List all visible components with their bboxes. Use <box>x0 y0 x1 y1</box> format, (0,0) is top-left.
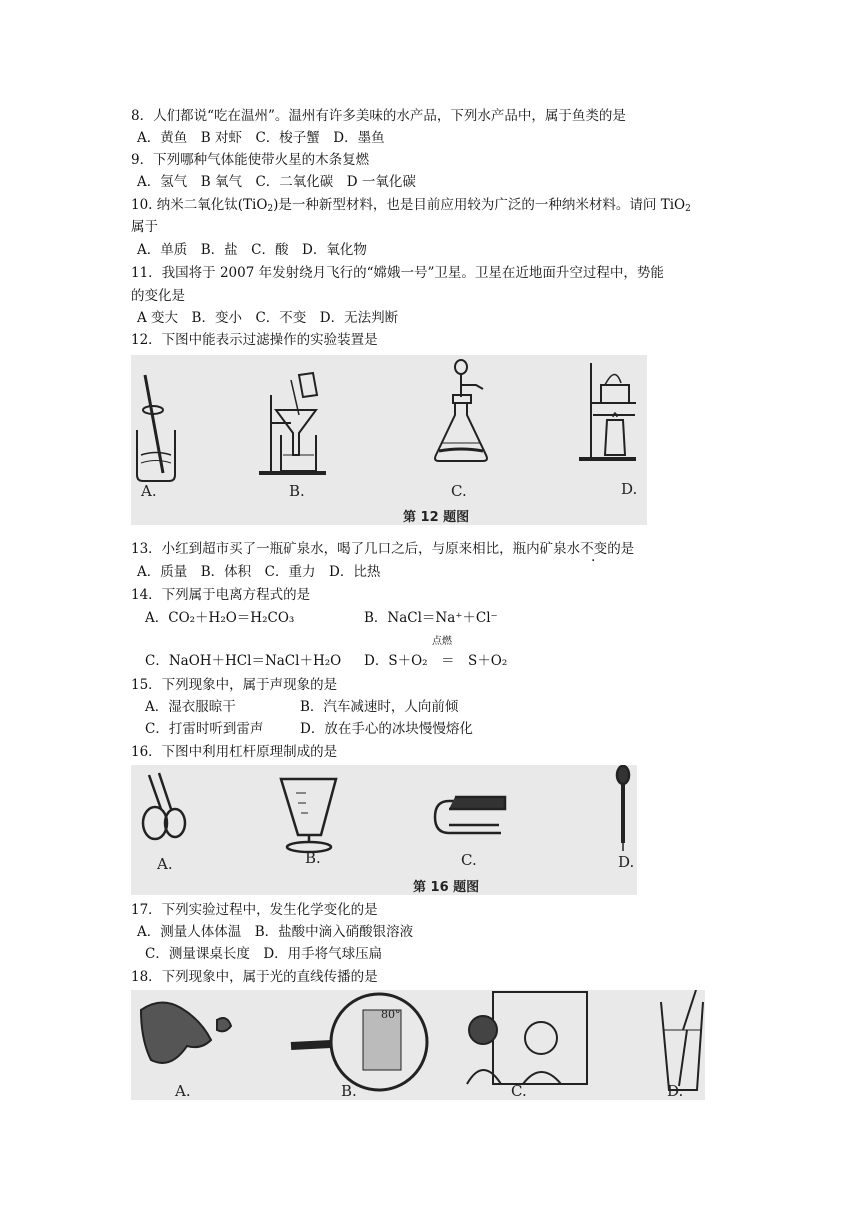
q15-option-b: B．汽车减速时，人向前倾 <box>300 699 459 715</box>
q16-stem: 16．下图中利用杠杆原理制成的是 <box>131 744 338 760</box>
q16-label-c: C. <box>461 851 477 869</box>
q16-label-d: D. <box>618 853 635 871</box>
q14-option-c: C．NaOH＋HCl＝NaCl＋H₂O <box>145 653 342 669</box>
q12-label-c: C. <box>451 482 467 500</box>
q14-stem: 14．下列属于电离方程式的是 <box>131 587 311 603</box>
q15-option-c: C．打雷时听到雷声 <box>145 721 264 737</box>
q9-stem: 9．下列哪种气体能使带火星的木条复燃 <box>131 152 370 168</box>
q8-options: A．黄鱼 B 对虾 C．梭子蟹 D．墨鱼 <box>137 130 385 146</box>
q16-measuring-cup <box>281 779 336 852</box>
q17-stem: 17．下列实验过程中，发生化学变化的是 <box>131 902 378 918</box>
q12-stem: 12．下图中能表示过滤操作的实验装置是 <box>131 332 378 348</box>
q10-stem: 10. 纳米二氧化钛(TiO$_2$)是一种新型材料，也是目前应用较为广泛的一种纳米材料。请问 TiO$_2$ <box>131 197 691 214</box>
q14-option-a: A．CO₂＋H₂O＝H₂CO₃ <box>145 610 295 626</box>
q12-label-b: B. <box>289 482 305 500</box>
q10-options: A．单质 B．盐 C．酸 D．氧化物 <box>137 242 367 258</box>
q11-stem: 11．我国将于 2007 年发射绕月飞行的“嫦娥一号”卫星。卫星在近地面升空过程中，势能 <box>131 265 664 281</box>
q16-label-b: B. <box>305 849 321 867</box>
q8-stem: 8．人们都说“吃在温州”。温州有许多美味的水产品，下列水产品中，属于鱼类的是 <box>131 108 626 124</box>
q18-label-a: A. <box>175 1082 191 1100</box>
q15-option-d: D．放在手心的冰块慢慢熔化 <box>300 721 473 737</box>
q16-caption: 第 16 题图 <box>413 880 480 895</box>
q12-label-d: D. <box>621 480 638 498</box>
q9-options: A．氢气 B 氧气 C．二氧化碳 D 一氧化碳 <box>137 174 416 190</box>
q18-straw-in-glass <box>661 990 703 1090</box>
q12-heating-stand <box>579 363 636 459</box>
q18-label-c: C. <box>511 1082 527 1100</box>
q10-stem-line2: 属于 <box>131 219 158 235</box>
q16-dropper <box>617 766 629 851</box>
q11-stem-line2: 的变化是 <box>131 288 185 304</box>
q18-figure <box>131 990 705 1100</box>
q15-option-a: A．湿衣服晾干 <box>145 699 236 715</box>
q14-option-d: D．S＋O₂ ＝ S＋O₂ <box>364 653 508 669</box>
q14-option-b: B．NaCl＝Na⁺＋Cl⁻ <box>364 610 498 626</box>
q18-mirror-scene <box>467 992 587 1084</box>
q12-label-a: A. <box>141 482 157 500</box>
q12-figure <box>131 355 647 525</box>
q16-tongs <box>435 797 505 833</box>
q17-options-line2: C．测量课桌长度 D．用手将气球压扁 <box>145 946 383 962</box>
q12-flask-setup <box>435 360 487 461</box>
q16-label-a: A. <box>157 855 173 873</box>
q11-options: A 变大 B．变小 C．不变 D．无法判断 <box>137 310 399 326</box>
q18-label-d: D. <box>667 1082 684 1100</box>
q18-magnifier <box>291 994 427 1090</box>
q13-emphasis: 不变 <box>580 541 608 557</box>
q13-stem: 13．小红到超市买了一瓶矿泉水，喝了几口之后，与原来相比，瓶内矿泉水不变的是 <box>131 541 635 557</box>
q17-options-line1: A．测量人体体温 B．盐酸中滴入硝酸银溶液 <box>137 924 414 940</box>
q14-condition: 点燃 <box>432 636 452 647</box>
svg-text:80°: 80° <box>381 1008 401 1021</box>
q18-hand-shadow <box>141 1002 231 1062</box>
q12-filtration-setup <box>259 373 326 473</box>
q12-beaker-with-rod <box>137 375 175 481</box>
q18-stem: 18．下列现象中，属于光的直线传播的是 <box>131 969 378 985</box>
q16-figure <box>131 765 637 895</box>
q15-stem: 15．下列现象中，属于声现象的是 <box>131 677 338 693</box>
q16-scissors <box>143 773 185 839</box>
q12-caption: 第 12 题图 <box>403 510 470 525</box>
q18-label-b: B. <box>341 1082 357 1100</box>
q13-options: A．质量 B．体积 C．重力 D．比热 <box>137 564 381 580</box>
